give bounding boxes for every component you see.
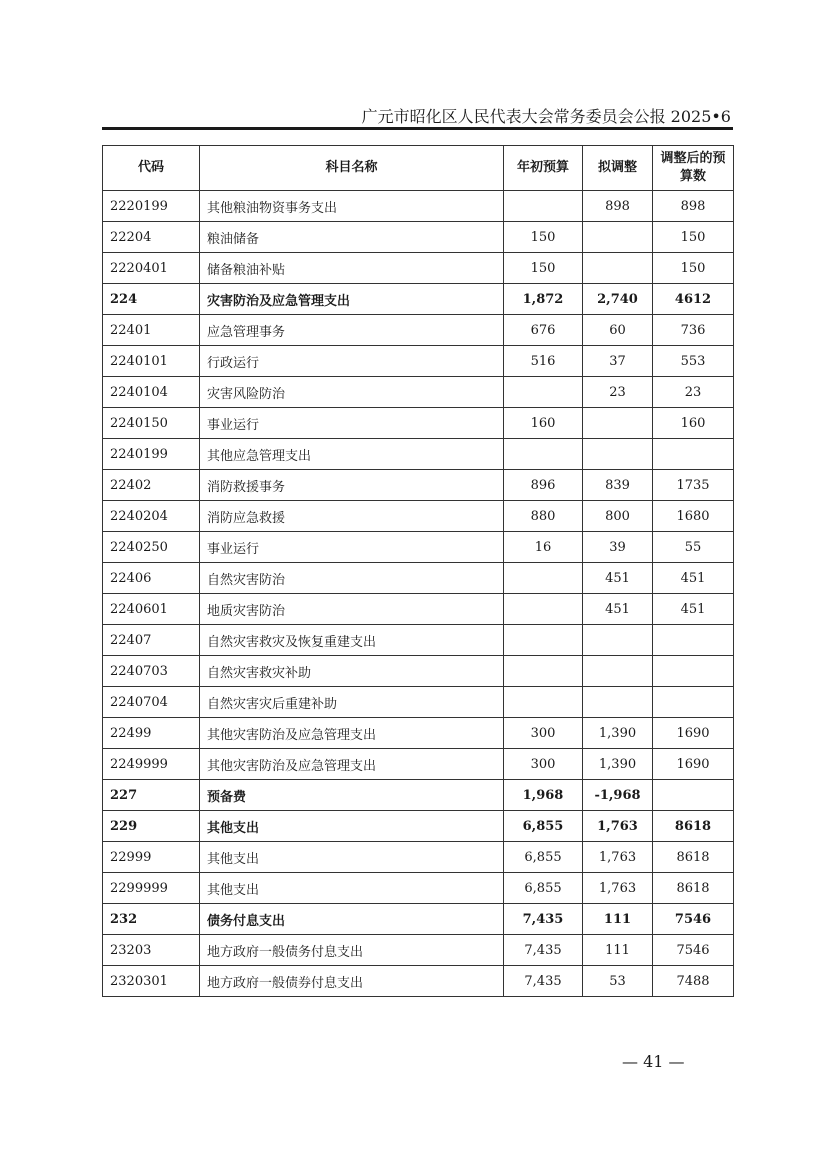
row-code: 2240704: [103, 687, 200, 718]
table-row: [103, 408, 734, 439]
row-adjusted-budget: 1680: [653, 501, 734, 532]
row-code: 227: [103, 780, 200, 811]
row-code: 2249999: [103, 749, 200, 780]
row-subject-name: 灾害风险防治: [200, 377, 504, 408]
row-adjustment: 839: [583, 470, 653, 501]
row-code: 22406: [103, 563, 200, 594]
table-row: [103, 563, 734, 594]
row-adjustment: [583, 625, 653, 656]
row-initial-budget: 7,435: [504, 904, 583, 935]
row-subject-name: 地方政府一般债务付息支出: [200, 935, 504, 966]
table-row: [103, 346, 734, 377]
row-subject-name: 灾害防治及应急管理支出: [200, 284, 504, 315]
row-subject-name: 其他灾害防治及应急管理支出: [200, 749, 504, 780]
table-row: [103, 470, 734, 501]
row-subject-name: 行政运行: [200, 346, 504, 377]
row-subject-name: 其他支出: [200, 811, 504, 842]
row-adjusted-budget: 7488: [653, 966, 734, 997]
row-adjusted-budget: 1735: [653, 470, 734, 501]
row-code: 2240204: [103, 501, 200, 532]
table-row: [103, 873, 734, 904]
row-initial-budget: 150: [504, 222, 583, 253]
row-code: 2320301: [103, 966, 200, 997]
publication-title: 广元市昭化区人民代表大会常务委员会公报 2025•6: [361, 107, 731, 126]
row-subject-name: 债务付息支出: [200, 904, 504, 935]
row-adjusted-budget: 7546: [653, 904, 734, 935]
row-initial-budget: [504, 656, 583, 687]
row-adjusted-budget: [653, 780, 734, 811]
row-adjustment: 39: [583, 532, 653, 563]
row-code: 2240101: [103, 346, 200, 377]
row-subject-name: 粮油储备: [200, 222, 504, 253]
row-code: 22401: [103, 315, 200, 346]
row-adjustment: 111: [583, 904, 653, 935]
table-body: [103, 191, 734, 997]
row-adjusted-budget: [653, 439, 734, 470]
row-subject-name: 地质灾害防治: [200, 594, 504, 625]
column-header-adjustment: 拟调整: [583, 146, 653, 191]
row-subject-name: 事业运行: [200, 408, 504, 439]
table-row: [103, 315, 734, 346]
row-initial-budget: 160: [504, 408, 583, 439]
row-adjustment: [583, 439, 653, 470]
row-adjustment: [583, 687, 653, 718]
table-row: [103, 718, 734, 749]
row-subject-name: 地方政府一般债券付息支出: [200, 966, 504, 997]
row-adjusted-budget: 55: [653, 532, 734, 563]
row-code: 2240250: [103, 532, 200, 563]
table-row: [103, 687, 734, 718]
row-adjusted-budget: [653, 656, 734, 687]
table-row: [103, 811, 734, 842]
row-subject-name: 预备费: [200, 780, 504, 811]
row-adjusted-budget: 8618: [653, 873, 734, 904]
row-subject-name: 自然灾害救灾及恢复重建支出: [200, 625, 504, 656]
table-row: [103, 377, 734, 408]
row-adjusted-budget: [653, 625, 734, 656]
row-adjusted-budget: 4612: [653, 284, 734, 315]
table-row: [103, 966, 734, 997]
row-adjusted-budget: 8618: [653, 811, 734, 842]
row-adjustment: 23: [583, 377, 653, 408]
row-subject-name: 其他粮油物资事务支出: [200, 191, 504, 222]
row-adjustment: 1,390: [583, 749, 653, 780]
row-adjusted-budget: 451: [653, 563, 734, 594]
row-initial-budget: 6,855: [504, 873, 583, 904]
row-adjustment: 451: [583, 594, 653, 625]
row-code: 2240199: [103, 439, 200, 470]
row-adjustment: [583, 656, 653, 687]
table-row: [103, 532, 734, 563]
row-adjusted-budget: 150: [653, 253, 734, 284]
table-row: [103, 439, 734, 470]
row-initial-budget: 300: [504, 718, 583, 749]
row-code: 2220401: [103, 253, 200, 284]
row-initial-budget: 150: [504, 253, 583, 284]
table-row: [103, 842, 734, 873]
page-number: — 41 —: [622, 1052, 685, 1071]
table-row: [103, 935, 734, 966]
row-adjustment: 800: [583, 501, 653, 532]
row-initial-budget: [504, 191, 583, 222]
row-adjusted-budget: 8618: [653, 842, 734, 873]
row-adjustment: 111: [583, 935, 653, 966]
row-initial-budget: [504, 439, 583, 470]
row-adjusted-budget: 160: [653, 408, 734, 439]
row-subject-name: 其他灾害防治及应急管理支出: [200, 718, 504, 749]
row-initial-budget: 16: [504, 532, 583, 563]
row-subject-name: 其他支出: [200, 842, 504, 873]
table-row: [103, 222, 734, 253]
column-header-initial-budget: 年初预算: [504, 146, 583, 191]
column-header-adjusted-budget: 调整后的预算数: [653, 146, 734, 191]
row-subject-name: 自然灾害灾后重建补助: [200, 687, 504, 718]
budget-table: [102, 145, 734, 997]
row-adjustment: [583, 222, 653, 253]
row-code: 2240601: [103, 594, 200, 625]
row-initial-budget: 676: [504, 315, 583, 346]
row-adjustment: [583, 253, 653, 284]
row-initial-budget: [504, 625, 583, 656]
table-row: [103, 780, 734, 811]
table-header-row: [103, 146, 734, 191]
row-adjustment: 1,763: [583, 873, 653, 904]
row-adjusted-budget: 1690: [653, 749, 734, 780]
row-initial-budget: [504, 687, 583, 718]
row-subject-name: 储备粮油补贴: [200, 253, 504, 284]
row-initial-budget: 300: [504, 749, 583, 780]
row-adjustment: 37: [583, 346, 653, 377]
row-initial-budget: 516: [504, 346, 583, 377]
table-row: [103, 594, 734, 625]
row-code: 2240104: [103, 377, 200, 408]
row-code: 2299999: [103, 873, 200, 904]
row-initial-budget: 1,872: [504, 284, 583, 315]
row-adjustment: 60: [583, 315, 653, 346]
row-initial-budget: 1,968: [504, 780, 583, 811]
row-adjusted-budget: 553: [653, 346, 734, 377]
row-adjustment: 451: [583, 563, 653, 594]
row-adjustment: [583, 408, 653, 439]
row-adjusted-budget: 451: [653, 594, 734, 625]
row-subject-name: 自然灾害救灾补助: [200, 656, 504, 687]
row-subject-name: 消防救援事务: [200, 470, 504, 501]
row-code: 224: [103, 284, 200, 315]
table-row: [103, 191, 734, 222]
column-header-code: 代码: [103, 146, 200, 191]
table-row: [103, 501, 734, 532]
row-adjusted-budget: [653, 687, 734, 718]
row-adjusted-budget: 1690: [653, 718, 734, 749]
row-adjustment: 2,740: [583, 284, 653, 315]
row-initial-budget: [504, 594, 583, 625]
row-code: 2220199: [103, 191, 200, 222]
row-initial-budget: [504, 377, 583, 408]
row-subject-name: 其他支出: [200, 873, 504, 904]
row-code: 22999: [103, 842, 200, 873]
row-adjustment: -1,968: [583, 780, 653, 811]
row-adjustment: 898: [583, 191, 653, 222]
row-subject-name: 消防应急救援: [200, 501, 504, 532]
row-adjusted-budget: 23: [653, 377, 734, 408]
row-initial-budget: [504, 563, 583, 594]
row-adjusted-budget: 7546: [653, 935, 734, 966]
table-row: [103, 625, 734, 656]
row-code: 232: [103, 904, 200, 935]
row-code: 22204: [103, 222, 200, 253]
row-code: 22402: [103, 470, 200, 501]
row-adjusted-budget: 736: [653, 315, 734, 346]
table-row: [103, 284, 734, 315]
row-code: 2240150: [103, 408, 200, 439]
row-initial-budget: 6,855: [504, 811, 583, 842]
row-subject-name: 事业运行: [200, 532, 504, 563]
table-row: [103, 904, 734, 935]
row-adjustment: 1,763: [583, 842, 653, 873]
row-initial-budget: 7,435: [504, 935, 583, 966]
table-row: [103, 253, 734, 284]
row-code: 229: [103, 811, 200, 842]
row-adjustment: 53: [583, 966, 653, 997]
row-initial-budget: 880: [504, 501, 583, 532]
row-subject-name: 其他应急管理支出: [200, 439, 504, 470]
column-header-name: 科目名称: [200, 146, 504, 191]
row-initial-budget: 896: [504, 470, 583, 501]
row-code: 2240703: [103, 656, 200, 687]
row-code: 23203: [103, 935, 200, 966]
row-adjustment: 1,390: [583, 718, 653, 749]
row-adjusted-budget: 150: [653, 222, 734, 253]
row-initial-budget: 7,435: [504, 966, 583, 997]
table-row: [103, 656, 734, 687]
row-subject-name: 应急管理事务: [200, 315, 504, 346]
row-adjustment: 1,763: [583, 811, 653, 842]
row-adjusted-budget: 898: [653, 191, 734, 222]
row-code: 22499: [103, 718, 200, 749]
table-row: [103, 749, 734, 780]
row-subject-name: 自然灾害防治: [200, 563, 504, 594]
row-code: 22407: [103, 625, 200, 656]
header-rule: [102, 127, 733, 130]
row-initial-budget: 6,855: [504, 842, 583, 873]
